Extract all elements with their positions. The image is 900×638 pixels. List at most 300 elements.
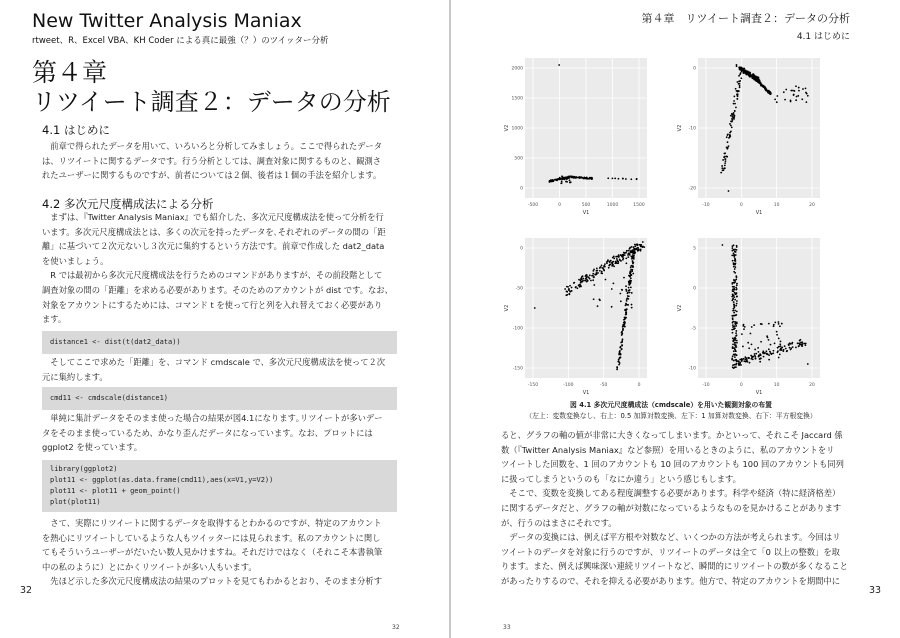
y-tick-label: -10	[688, 366, 696, 372]
text-line: ると、グラフの軸の値が非常に大きくなってしまいます。かといって、それこそ Jaccard 係	[501, 430, 843, 440]
data-point	[742, 67, 744, 69]
data-point	[580, 281, 582, 283]
data-point	[627, 304, 629, 306]
text-line: 対象をアカウントにするためには、コマンド t を使って行と列を入れ替えておく必要があり	[42, 299, 383, 310]
data-point	[758, 81, 760, 83]
data-point	[732, 310, 734, 312]
data-point	[611, 288, 613, 290]
text-line: が、行うのはまさにそれです。	[501, 517, 617, 528]
data-point	[629, 292, 631, 294]
data-point	[590, 280, 592, 282]
data-point	[733, 305, 735, 307]
data-point	[733, 290, 735, 292]
data-point	[782, 350, 784, 352]
data-point	[734, 323, 736, 325]
text-line: に関するデータだと、グラフの軸が対数になっているようなものを見かけることがあります	[501, 502, 842, 513]
data-point	[597, 305, 599, 307]
y-tick-label: -150	[512, 366, 523, 372]
data-point	[569, 176, 571, 178]
data-point	[600, 272, 602, 274]
data-point	[626, 250, 628, 252]
section-2-text-a	[42, 210, 399, 327]
data-point	[768, 339, 770, 341]
data-point	[729, 134, 731, 136]
y-tick-label: -5	[691, 326, 696, 332]
data-point	[734, 353, 736, 355]
data-point	[778, 323, 780, 325]
data-point	[756, 80, 758, 82]
data-point	[610, 260, 612, 262]
data-point	[748, 357, 750, 359]
data-point	[625, 262, 627, 264]
data-point	[733, 118, 735, 120]
plot-area	[525, 238, 647, 378]
data-point	[801, 98, 803, 100]
book-subtitle: rtweet、R、Excel VBA、KH Coder による真に最強（？）のツイッター分析	[32, 36, 329, 46]
data-point	[734, 310, 736, 312]
data-point	[779, 353, 781, 355]
data-point	[734, 325, 736, 327]
data-point	[776, 101, 778, 103]
data-point	[733, 266, 735, 268]
data-point	[621, 332, 623, 334]
data-point	[769, 351, 771, 353]
page-number-right: 33	[869, 585, 882, 596]
data-point	[735, 338, 737, 340]
data-point	[776, 331, 778, 333]
data-point	[640, 248, 642, 250]
data-point	[733, 280, 735, 282]
data-point	[737, 90, 739, 92]
data-point	[630, 286, 632, 288]
data-point	[599, 267, 601, 269]
data-point	[743, 328, 745, 330]
data-point	[581, 177, 583, 179]
data-point	[596, 270, 598, 272]
data-point	[728, 190, 730, 192]
y-tick-label: 0	[520, 246, 523, 252]
data-point	[768, 323, 770, 325]
data-point	[642, 241, 644, 243]
data-point	[604, 263, 606, 265]
data-point	[637, 249, 639, 251]
y-tick-label: 0	[693, 286, 696, 292]
code-block-3	[42, 460, 397, 512]
data-point	[734, 342, 736, 344]
data-point	[632, 263, 634, 265]
data-point	[569, 182, 571, 184]
data-point	[725, 160, 727, 162]
data-point	[748, 347, 750, 349]
data-point	[739, 73, 741, 75]
data-point	[779, 325, 781, 327]
data-point	[732, 119, 734, 121]
data-point	[621, 289, 623, 291]
y-tick-label: -10	[688, 126, 696, 132]
data-point	[733, 360, 735, 362]
data-point	[760, 358, 762, 360]
data-point	[732, 340, 734, 342]
data-point	[720, 172, 722, 174]
data-point	[564, 177, 566, 179]
data-point	[733, 354, 735, 356]
data-point	[564, 288, 566, 290]
data-point	[733, 282, 735, 284]
text-line: さて、実際にリツイートに関するデータを取得するとわかるのですが、特定のアカウント	[50, 518, 382, 528]
data-point	[609, 263, 611, 265]
data-point	[778, 357, 780, 359]
x-tick-label: -500	[527, 203, 539, 208]
data-point	[732, 355, 734, 357]
data-point	[586, 281, 588, 283]
data-point	[617, 261, 619, 263]
data-point	[732, 245, 734, 247]
data-point	[622, 326, 624, 328]
data-point	[625, 310, 627, 312]
data-point	[628, 250, 630, 252]
data-point	[736, 283, 738, 285]
data-point	[736, 98, 738, 100]
data-point	[566, 178, 568, 180]
data-point	[627, 297, 629, 299]
data-point	[741, 71, 743, 73]
code-block-1	[42, 331, 397, 354]
text-line: データの変換には、例えば平方根や対数など、いくつかの方法が考えられます。今回はリ	[509, 532, 841, 543]
data-point	[728, 145, 730, 147]
text-line: を使いましょう。	[42, 255, 109, 266]
chapter-number: 第４章	[32, 58, 108, 87]
data-point	[733, 350, 735, 352]
data-point	[620, 342, 622, 344]
text-line: 数（『Twitter Analysis Maniax』など参照）を用いるときのように、私のアカウントをリ	[501, 444, 835, 455]
data-point	[774, 322, 776, 324]
right-page	[451, 0, 900, 638]
data-point	[599, 270, 601, 272]
data-point	[740, 364, 742, 366]
data-point	[627, 256, 629, 258]
data-point	[733, 286, 735, 288]
data-point	[742, 346, 744, 348]
data-point	[585, 275, 587, 277]
text-line: そしてここで求めた「距離」を、コマンド cmdscale で、多次元尺度構成法を使って２次	[50, 357, 386, 367]
data-point	[589, 274, 591, 276]
data-point	[805, 343, 807, 345]
data-point	[616, 367, 618, 369]
y-tick-label: 0	[520, 186, 523, 192]
text-line: れたユーザーに関するものですが、前者については２個、後者は１個の手法を紹介します。	[42, 170, 382, 181]
data-point	[778, 346, 780, 348]
y-axis-label: V2	[504, 304, 510, 312]
data-point	[790, 100, 792, 102]
data-point	[618, 254, 620, 256]
data-point	[612, 264, 614, 266]
text-line: 離」に基づいて２次元ないし３次元に集約するという方法です。前章で作成した dat2_data	[42, 241, 385, 252]
code-line: cmd11 <- cmdscale(distance1)	[50, 394, 169, 402]
data-point	[723, 169, 725, 171]
data-point	[564, 178, 566, 180]
section-2-text-d	[42, 516, 399, 589]
footer-page-number-right: 33	[503, 624, 511, 631]
data-point	[735, 305, 737, 307]
data-point	[785, 89, 787, 91]
data-point	[623, 324, 625, 326]
data-point	[774, 342, 776, 344]
data-point	[762, 350, 764, 352]
data-point	[736, 276, 738, 278]
x-tick-label: -10	[702, 383, 710, 388]
data-point	[609, 261, 611, 263]
data-point	[727, 141, 729, 143]
data-point	[736, 342, 738, 344]
data-point	[634, 245, 636, 247]
data-point	[760, 341, 762, 343]
data-point	[759, 361, 761, 363]
code-line: distance1 <- dist(t(dat2_data))	[50, 338, 181, 346]
data-point	[620, 254, 622, 256]
data-point	[621, 331, 623, 333]
data-point	[734, 268, 736, 270]
data-point	[735, 254, 737, 256]
data-point	[746, 357, 748, 359]
data-point	[735, 330, 737, 332]
data-point	[733, 312, 735, 314]
data-point	[747, 361, 749, 363]
data-point	[608, 267, 610, 269]
data-point	[773, 324, 775, 326]
data-point	[734, 344, 736, 346]
data-point	[757, 347, 759, 349]
text-line: まずは、『Twitter Analysis Maniax』でも紹介した、多次元尺度構成法を使って分析を行	[50, 212, 384, 222]
data-point	[798, 342, 800, 344]
data-point	[632, 260, 634, 262]
data-point	[736, 246, 738, 248]
data-point	[753, 324, 755, 326]
data-point	[805, 92, 807, 94]
section-heading-4-1: 4.1 はじめに	[42, 123, 110, 137]
data-point	[733, 296, 735, 298]
data-point	[738, 75, 740, 77]
y-axis-label: V2	[504, 124, 510, 132]
data-point	[580, 277, 582, 279]
data-point	[773, 350, 775, 352]
running-head: 第４章 リツイート調査２：データの分析	[641, 12, 850, 25]
data-point	[627, 295, 629, 297]
data-point	[778, 338, 780, 340]
data-point	[750, 358, 752, 360]
data-point	[772, 352, 774, 354]
data-point	[568, 289, 570, 291]
data-point	[804, 344, 806, 346]
data-point	[630, 272, 632, 274]
data-point	[584, 280, 586, 282]
data-point	[592, 273, 594, 275]
data-point	[622, 259, 624, 261]
right-page-text	[501, 428, 857, 589]
data-point	[737, 95, 739, 97]
data-point	[736, 363, 738, 365]
code-block-2	[42, 387, 397, 410]
data-point	[731, 126, 733, 128]
data-point	[620, 356, 622, 358]
data-point	[582, 278, 584, 280]
data-point	[729, 123, 731, 125]
data-point	[788, 344, 790, 346]
scatter-plot-top-left	[503, 52, 653, 222]
data-point	[625, 252, 627, 254]
data-point	[736, 295, 738, 297]
data-point	[742, 325, 744, 327]
data-point	[755, 358, 757, 360]
data-point	[724, 164, 726, 166]
data-point	[733, 116, 735, 118]
x-tick-label: 20	[809, 383, 815, 388]
data-point	[749, 362, 751, 364]
left-page	[0, 0, 449, 638]
data-point	[596, 268, 598, 270]
section-heading-4-2: 4.2 多次元尺度構成法による分析	[42, 197, 214, 211]
data-point	[579, 177, 581, 179]
data-point	[792, 346, 794, 348]
data-point	[733, 115, 735, 117]
data-point	[800, 339, 802, 341]
data-point	[593, 298, 595, 300]
data-point	[721, 167, 723, 169]
data-point	[595, 274, 597, 276]
data-point	[567, 286, 569, 288]
data-point	[566, 294, 568, 296]
data-point	[735, 350, 737, 352]
data-point	[606, 261, 608, 263]
data-point	[732, 321, 734, 323]
code-line: plot11 <- plot11 + geom_point()	[50, 487, 181, 495]
data-point	[737, 81, 739, 83]
y-tick-label: -100	[512, 326, 523, 332]
data-point	[734, 292, 736, 294]
data-point	[591, 177, 593, 179]
data-point	[735, 321, 737, 323]
data-point	[751, 326, 753, 328]
data-point	[802, 88, 804, 90]
data-point	[807, 363, 809, 365]
data-point	[731, 299, 733, 301]
data-point	[611, 306, 613, 308]
text-line: は、リツイートに関するデータです。行う分析としては、調査対象に関するものと、観測さ	[42, 155, 382, 166]
data-point	[584, 177, 586, 179]
data-point	[631, 304, 633, 306]
data-point	[776, 334, 778, 336]
data-point	[736, 284, 738, 286]
data-point	[733, 289, 735, 291]
data-point	[623, 277, 625, 279]
data-point	[801, 344, 803, 346]
data-point	[791, 342, 793, 344]
y-tick-label: -20	[688, 186, 696, 192]
data-point	[765, 88, 767, 90]
data-point	[763, 356, 765, 358]
data-point	[735, 346, 737, 348]
data-point	[565, 181, 567, 183]
data-point	[573, 176, 575, 178]
data-point	[734, 259, 736, 261]
scatter-plot-bottom-right	[676, 232, 826, 402]
y-tick-label: 0	[693, 66, 696, 72]
data-point	[633, 250, 635, 252]
data-point	[618, 361, 620, 363]
data-point	[738, 362, 740, 364]
caption-title: 図 4.1 多次元尺度構成法（cmdscale）を用いた観測対象の布置	[570, 401, 772, 409]
data-point	[569, 290, 571, 292]
data-point	[764, 352, 766, 354]
data-point	[739, 86, 741, 88]
text-line: 調査対象の間の「距離」を求める必要があります。そのためのアカウントが dist です。なお、	[42, 284, 393, 295]
data-point	[767, 337, 769, 339]
data-point	[596, 272, 598, 274]
data-point	[620, 300, 622, 302]
data-point	[736, 340, 738, 342]
data-point	[754, 353, 756, 355]
data-point	[731, 357, 733, 359]
page-number-left: 32	[20, 585, 33, 596]
data-point	[733, 328, 735, 330]
data-point	[628, 283, 630, 285]
data-point	[569, 285, 571, 287]
data-point	[726, 148, 728, 150]
data-point	[630, 267, 632, 269]
data-point	[798, 345, 800, 347]
data-point	[738, 360, 740, 362]
data-point	[559, 177, 561, 179]
data-point	[726, 156, 728, 158]
data-point	[732, 346, 734, 348]
text-line: います。多次元尺度構成法とは、多くの次元を持ったデータを､それぞれのデータの間の「距	[42, 226, 386, 237]
data-point	[624, 254, 626, 256]
data-point	[731, 250, 733, 252]
data-point	[752, 74, 754, 76]
x-axis-label: V1	[582, 390, 590, 396]
data-point	[741, 333, 743, 335]
x-tick-label: 10	[773, 383, 780, 388]
data-point	[735, 314, 737, 316]
data-point	[578, 285, 580, 287]
data-point	[630, 277, 632, 279]
data-point	[580, 285, 582, 287]
data-point	[723, 156, 725, 158]
section-1-text	[42, 139, 399, 183]
data-point	[733, 364, 735, 366]
data-point	[750, 333, 752, 335]
data-point	[736, 300, 738, 302]
y-tick-label: 1000	[511, 126, 523, 132]
data-point	[578, 279, 580, 281]
data-point	[784, 99, 786, 101]
data-point	[784, 345, 786, 347]
data-point	[616, 369, 618, 371]
data-point	[735, 260, 737, 262]
data-point	[807, 95, 809, 97]
data-point	[626, 290, 628, 292]
data-point	[732, 326, 734, 328]
data-point	[734, 266, 736, 268]
data-point	[771, 353, 773, 355]
data-point	[627, 292, 629, 294]
data-point	[734, 356, 736, 358]
data-point	[732, 282, 734, 284]
data-point	[569, 293, 571, 295]
data-point	[621, 344, 623, 346]
y-axis-label: V2	[677, 304, 683, 312]
data-point	[631, 258, 633, 260]
figure-caption	[506, 400, 836, 422]
